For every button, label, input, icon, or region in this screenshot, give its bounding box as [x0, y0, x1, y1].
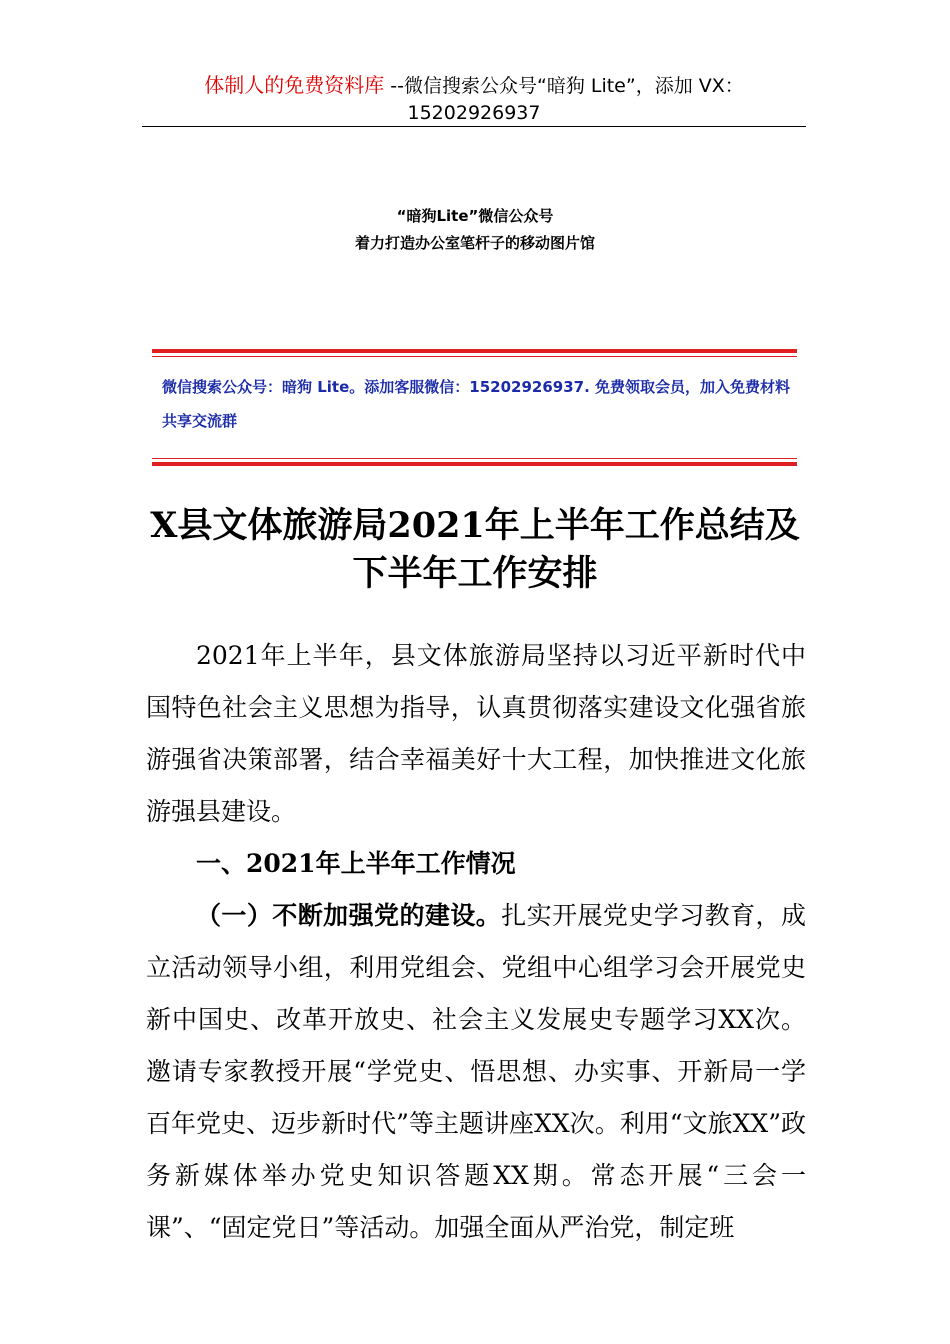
watermark-header [142, 72, 806, 127]
header-contact-line: --微信搜索公众号“暗狗 Lite”，添加 VX： [384, 75, 744, 97]
promo-account-name: “暗狗Lite”微信公众号 [396, 207, 554, 225]
promo-slogan: 着力打造办公室笔杆子的移动图片馆 [354, 234, 595, 252]
document-body [146, 630, 806, 1254]
subsection-lead: （一）不断加强党的建设。 [196, 901, 502, 930]
subsection-text: 扎实开展党史学习教育，成立活动领导小组，利用党组会、党组中心组学习会开展党史新中国史、改革开放史、社会主义发展史专题学习XX次。邀请专家教授开展“学党史、悟思想、办实事、开新局一学百年党史、迈步新时代”等主题讲座XX次。利用“文旅XX”政务新媒体举办党史知识答题XX期。常态开展“三会一课”、“固定党日”等活动。加强全面从严治党，制定班 [146, 901, 806, 1242]
notice-bottom-rule [152, 458, 797, 466]
header-divider [142, 126, 806, 127]
subsection-paragraph [146, 890, 806, 1254]
notice-text: 微信搜索公众号：暗狗 Lite。添加客服微信：15202926937. 免费领取会员，加入免费材料共享交流群 [162, 378, 790, 430]
section-heading: 一、2021年上半年工作情况 [196, 849, 516, 878]
header-brand: 体制人的免费资料库 [204, 73, 385, 97]
notice-top-rule [152, 349, 797, 357]
intro-paragraph: 2021年上半年，县文体旅游局坚持以习近平新时代中国特色社会主义思想为指导，认真贯彻落实建设文化强省旅游强省决策部署，结合幸福美好十大工程，加快推进文化旅游强县建设。 [146, 641, 806, 826]
header-phone: 15202926937 [407, 102, 541, 124]
document-title: X县文体旅游局2021年上半年工作总结及下半年工作安排 [150, 505, 800, 594]
